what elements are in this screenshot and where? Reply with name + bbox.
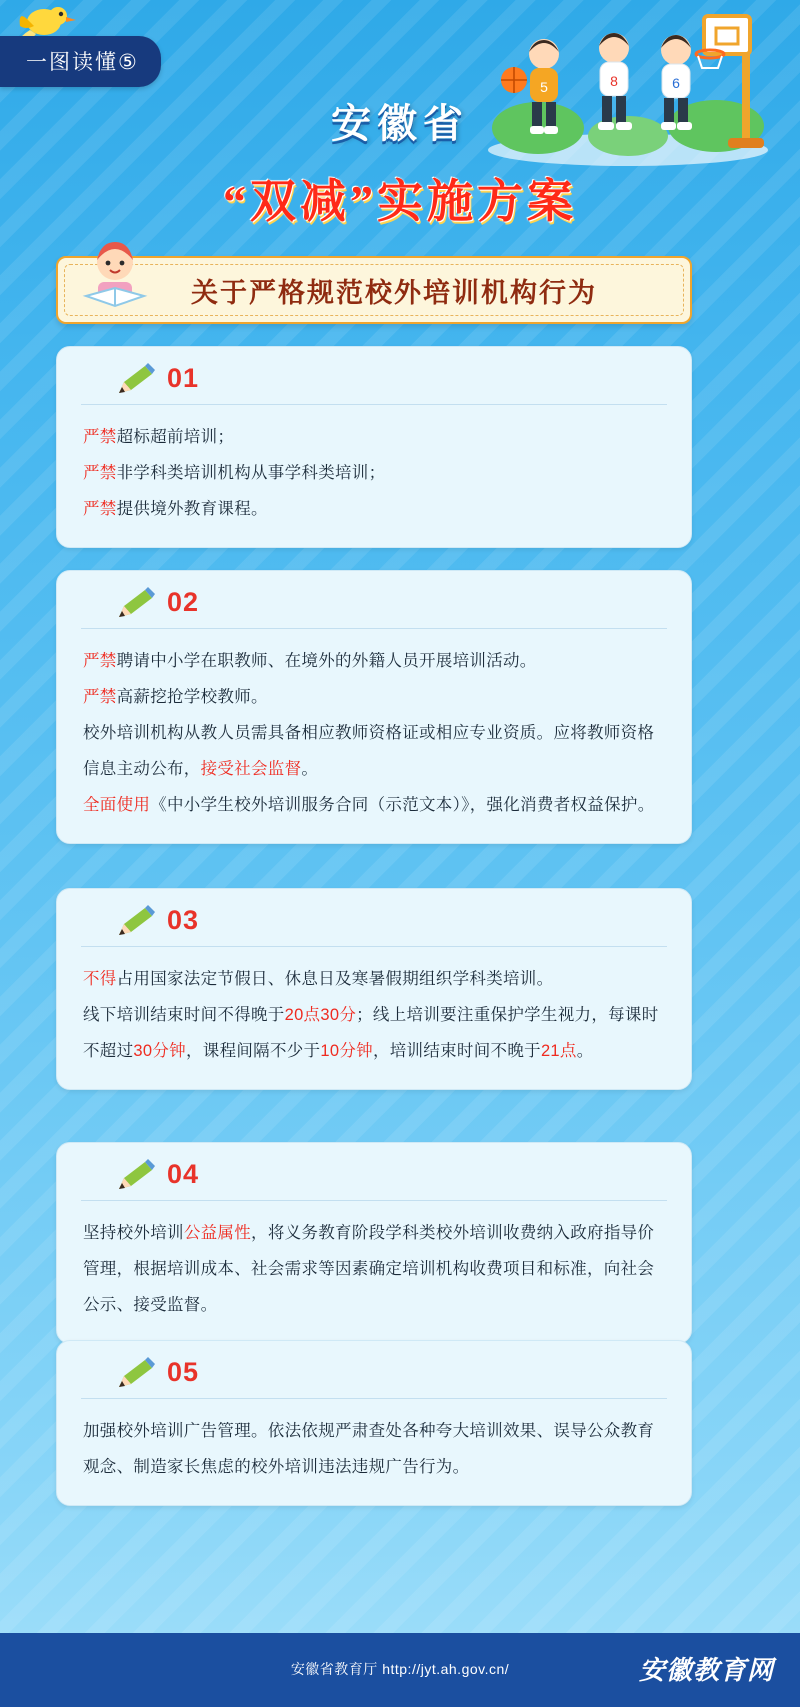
card-number: 05 [167,1357,200,1387]
body-text: 《中小学生校外培训服务合同（示范文本）》，强化消费者权益保护。 [150,796,655,814]
body-text: 占用国家法定节假日、休息日及寒暑假期组织学科类培训。 [116,970,554,988]
body-text: ，培训结束时间不晚于 [372,1042,541,1060]
rule-paragraph [83,491,665,527]
svg-text:5: 5 [540,79,548,95]
card-header [81,355,667,405]
rule-paragraph [83,643,665,679]
footer-bar [0,1633,800,1707]
body-text: ，课程间隔不少于 [185,1042,321,1060]
body-text: 。 [301,760,319,778]
highlighted-text: 公益属性 [183,1224,252,1242]
rule-paragraph [83,997,665,1069]
highlighted-text: 严禁 [83,500,117,518]
body-text: ；线上培训要注重保护学生视力，每课时不超过 [83,1006,659,1060]
highlighted-text: 10分钟 [320,1042,373,1060]
highlighted-text: 严禁 [83,688,117,706]
card-body [57,629,691,843]
rule-card [56,346,692,548]
highlighted-text: 严禁 [83,428,117,446]
highlighted-text: 30分钟 [133,1042,186,1060]
svg-text:8: 8 [610,73,618,89]
rule-paragraph [83,679,665,715]
card-body [57,1201,691,1343]
body-text: 高薪挖抢学校教师。 [116,688,268,706]
body-text: 校外培训机构从教人员需具备相应教师资格证或相应专业资质。应将教师资格信息主动公布， [83,724,655,778]
rule-card [56,888,692,1090]
badge-label: 一图读懂⑤ [0,36,161,87]
highlighted-text: 21点 [540,1042,577,1060]
highlighted-text: 接受社会监督 [200,760,302,778]
body-text: 聘请中小学在职教师、在境外的外籍人员开展培训活动。 [116,652,537,670]
card-body [57,1399,691,1505]
section-title-text: 关于严格规范校外培训机构行为 [191,277,597,308]
body-text: 线下培训结束时间不得晚于 [83,1006,285,1024]
pencil-icon [115,363,157,397]
body-text: 提供境外教育课程。 [116,500,268,518]
highlighted-text: 严禁 [83,652,117,670]
rule-paragraph [83,1215,665,1323]
rule-card [56,1340,692,1506]
title-line-1: 安徽省 [331,101,469,146]
rule-paragraph [83,715,665,787]
pencil-icon [115,905,157,939]
rule-paragraph [83,961,665,997]
body-text: 坚持校外培训 [83,1224,184,1242]
body-text: 超标超前培训； [116,428,235,446]
rule-paragraph [83,787,665,823]
body-text: 加强校外培训广告管理。依法依规严肃查处各种夸大培训效果、误导公众教育观念、制造家长焦虑的校外培训违法违规广告行为。 [83,1422,655,1476]
rule-paragraph [83,419,665,455]
rule-paragraph [83,455,665,491]
footer-text: 安徽省教育厅 http://jyt.ah.gov.cn/ [290,1661,510,1677]
title-line-2: “双减”实施方案 [223,176,577,227]
rule-card [56,570,692,844]
card-header [81,1349,667,1399]
rule-card [56,1142,692,1344]
card-number: 01 [167,363,200,393]
card-body [57,947,691,1089]
card-number: 04 [167,1159,200,1189]
body-text: 。 [576,1042,594,1060]
pencil-icon [115,1159,157,1193]
card-header [81,1151,667,1201]
card-number: 02 [167,587,200,617]
card-header [81,579,667,629]
highlighted-text: 全面使用 [83,796,151,814]
card-header [81,897,667,947]
highlighted-text: 严禁 [83,464,117,482]
svg-text:6: 6 [672,75,680,91]
highlighted-text: 不得 [83,970,117,988]
pencil-icon [115,587,157,621]
card-number: 03 [167,905,200,935]
body-text: ，将义务教育阶段学科类校外培训收费纳入政府指导价管理，根据培训成本、社会需求等因素确定培训机构收费项目和标准，向社会公示、接受监督。 [83,1224,655,1314]
reading-kid-icon [76,236,154,320]
rule-paragraph [83,1413,665,1485]
highlighted-text: 20点30分 [284,1006,357,1024]
body-text: 非学科类培训机构从事学科类培训； [116,464,386,482]
card-body [57,405,691,547]
pencil-icon [115,1357,157,1391]
poster-title [0,92,800,231]
footer-logo: 安徽教育网 [638,1656,774,1685]
